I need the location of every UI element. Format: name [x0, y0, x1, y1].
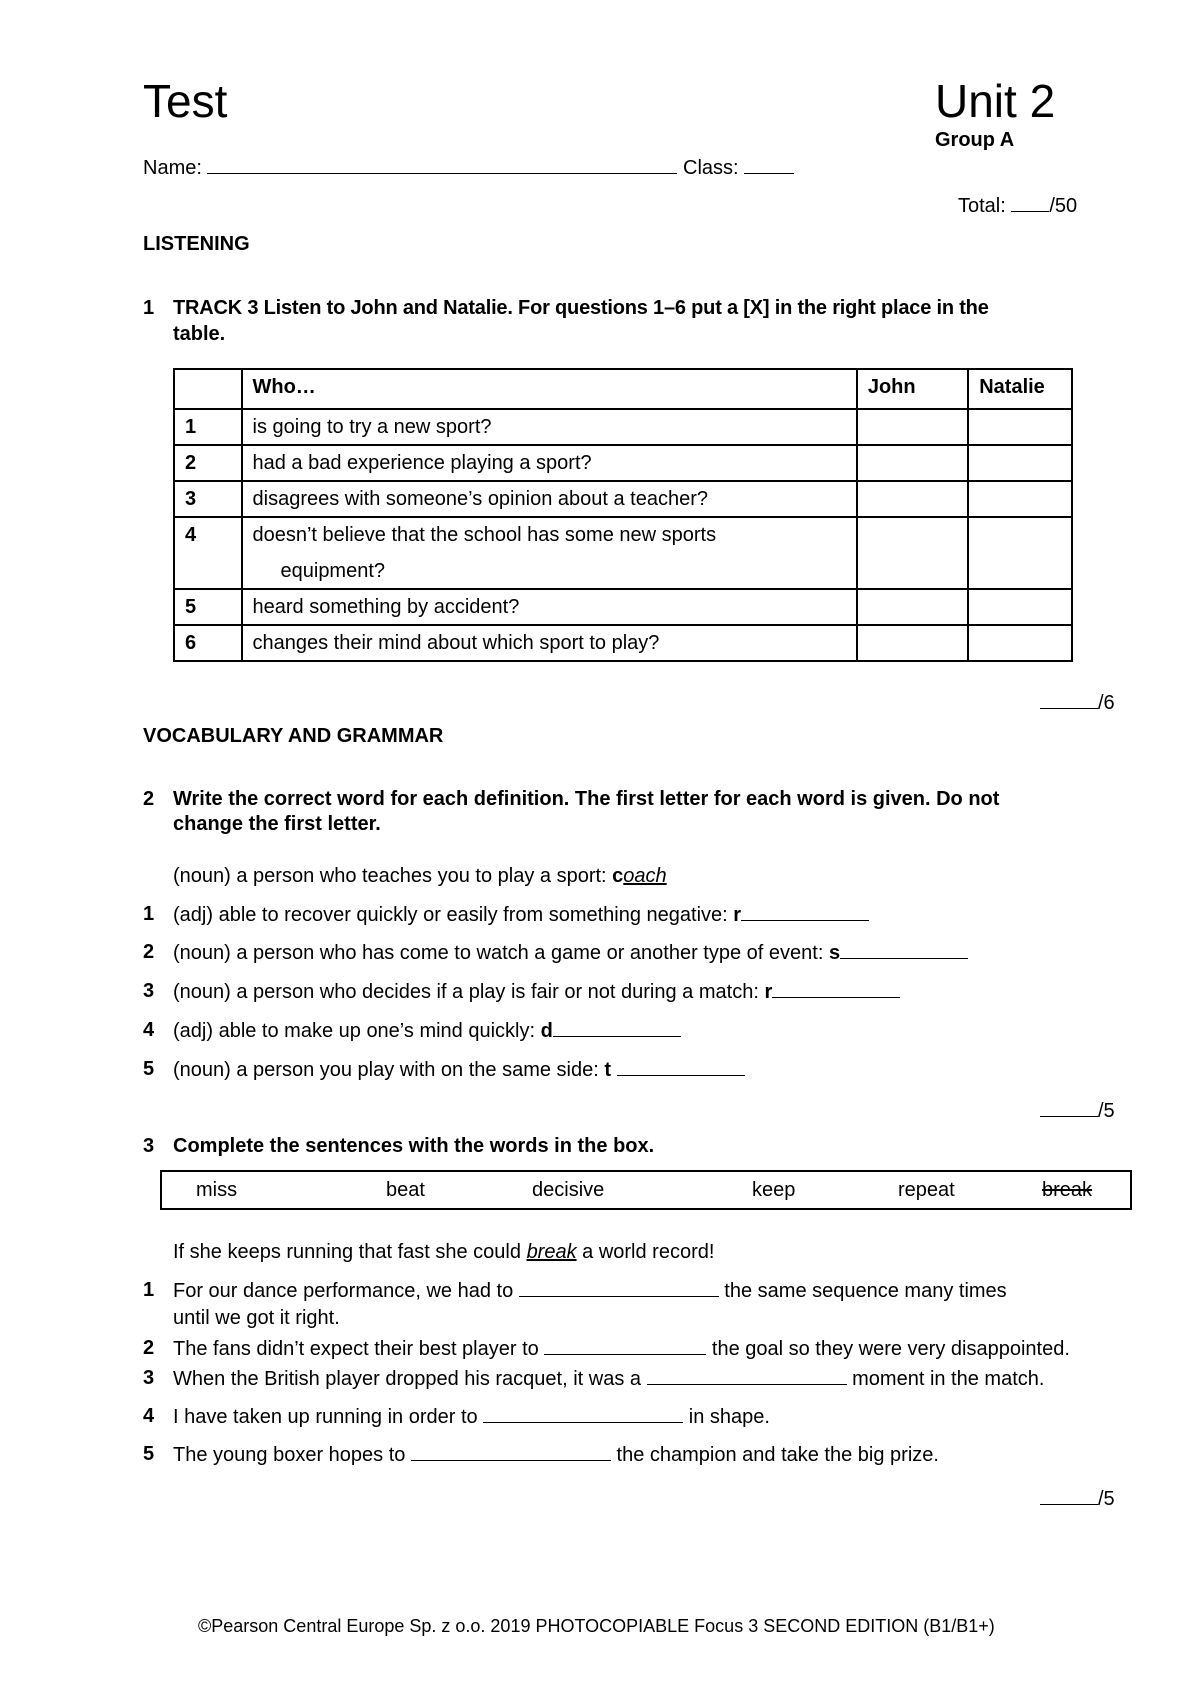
table-header-natalie: Natalie	[968, 369, 1072, 409]
complete-score-field[interactable]	[1040, 1486, 1098, 1505]
first-letter: r	[764, 981, 773, 1003]
john-checkbox-cell[interactable]	[857, 625, 968, 661]
item-number: 1	[143, 1279, 155, 1301]
table-header-row	[174, 369, 1072, 409]
task-instruction: TRACK 3 Listen to John and Natalie. For questions 1–6 put a [X] in the right place in the	[173, 297, 989, 319]
answer-field[interactable]	[544, 1336, 706, 1355]
item-number: 5	[143, 1058, 155, 1080]
example-first-letter: c	[612, 865, 624, 887]
row-question-line1: doesn’t believe that the school has some new sports	[252, 524, 717, 546]
task-instruction: Write the correct word for each definition. The first letter for each word is given. Do not	[173, 788, 1000, 810]
table-row	[174, 481, 1072, 517]
item-number: 5	[143, 1443, 155, 1465]
sentence-before: For our dance performance, we had to	[173, 1280, 519, 1302]
copyright-footer: ©Pearson Central Europe Sp. z o.o. 2019 PHOTOCOPIABLE Focus 3 SECOND EDITION (B1/B1+)	[198, 1616, 995, 1636]
sentence-after: in shape.	[683, 1406, 770, 1428]
table-header-blank	[174, 369, 242, 409]
sentence-after: moment in the match.	[846, 1368, 1045, 1390]
class-label: Class:	[683, 157, 739, 179]
word-box-item: decisive	[532, 1179, 605, 1201]
table-row	[174, 589, 1072, 625]
task-number: 2	[143, 788, 155, 810]
word-box-item-used: break	[1042, 1179, 1093, 1201]
unit-title: Unit 2	[935, 75, 1056, 127]
sentence-after: the goal so they were very disappointed.	[706, 1338, 1070, 1360]
answer-field[interactable]	[772, 979, 900, 998]
word-box-item: keep	[752, 1179, 796, 1201]
table-row	[174, 625, 1072, 661]
example-before: If she keeps running that fast she could	[173, 1241, 527, 1263]
sentence-before: I have taken up running in order to	[173, 1406, 484, 1428]
answer-field[interactable]	[840, 940, 968, 959]
example-after: a world record!	[576, 1241, 715, 1263]
vocab-definition: (adj) able to make up one’s mind quickly:	[173, 1020, 541, 1042]
vocabulary-heading: VOCABULARY AND GRAMMAR	[143, 725, 444, 747]
complete-example	[173, 1240, 714, 1264]
row-number: 2	[174, 445, 242, 481]
row-question: is going to try a new sport?	[242, 409, 857, 445]
sentence-item	[173, 1278, 1007, 1303]
item-number: 2	[143, 941, 155, 963]
natalie-checkbox-cell[interactable]	[968, 481, 1072, 517]
vocab-item	[173, 979, 900, 1004]
row-number: 4	[174, 517, 242, 589]
task-instruction-cont: change the first letter.	[173, 813, 381, 835]
listening-score	[1040, 690, 1115, 715]
row-question: heard something by accident?	[242, 589, 857, 625]
row-number: 6	[174, 625, 242, 661]
vocab-item	[173, 1018, 681, 1043]
row-question: disagrees with someone’s opinion about a teacher?	[242, 481, 857, 517]
item-number: 3	[143, 1367, 155, 1389]
name-field[interactable]	[207, 155, 677, 174]
sentence-item	[173, 1442, 939, 1467]
row-number: 5	[174, 589, 242, 625]
listening-score-max: /6	[1098, 692, 1115, 714]
answer-field[interactable]	[483, 1404, 683, 1423]
listening-heading: LISTENING	[143, 233, 250, 255]
example-definition: (noun) a person who teaches you to play a sport:	[173, 865, 613, 887]
natalie-checkbox-cell[interactable]	[968, 625, 1072, 661]
vocab-score-field[interactable]	[1040, 1098, 1098, 1117]
item-number: 4	[143, 1405, 155, 1427]
john-checkbox-cell[interactable]	[857, 589, 968, 625]
vocab-item	[173, 1057, 745, 1082]
john-checkbox-cell[interactable]	[857, 445, 968, 481]
total-max: /50	[1049, 195, 1078, 217]
answer-field[interactable]	[617, 1057, 745, 1076]
test-title: Test	[143, 75, 228, 127]
sentence-before: The young boxer hopes to	[173, 1444, 411, 1466]
row-question	[242, 517, 857, 589]
table-header-who: Who…	[242, 369, 857, 409]
name-row	[143, 155, 794, 180]
vocab-definition: (noun) a person who has come to watch a game or another type of event:	[173, 942, 829, 964]
sentence-item	[173, 1366, 1044, 1391]
vocab-example	[173, 864, 667, 888]
complete-score-max: /5	[1098, 1488, 1115, 1510]
first-letter: r	[733, 904, 742, 926]
row-question: changes their mind about which sport to play?	[242, 625, 857, 661]
vocab-score-max: /5	[1098, 1100, 1115, 1122]
item-number: 3	[143, 980, 155, 1002]
group-label: Group A	[935, 129, 1015, 151]
first-letter: t	[604, 1059, 612, 1081]
natalie-checkbox-cell[interactable]	[968, 589, 1072, 625]
total-score	[958, 193, 1077, 218]
total-field[interactable]	[1011, 193, 1049, 212]
task-number: 3	[143, 1135, 155, 1157]
item-number: 1	[143, 903, 155, 925]
first-letter: d	[540, 1020, 553, 1042]
vocab-definition: (adj) able to recover quickly or easily from something negative:	[173, 904, 734, 926]
item-number: 2	[143, 1337, 155, 1359]
natalie-checkbox-cell[interactable]	[968, 409, 1072, 445]
table-row	[174, 409, 1072, 445]
natalie-checkbox-cell[interactable]	[968, 445, 1072, 481]
sentence-after: the champion and take the big prize.	[610, 1444, 939, 1466]
table-row	[174, 445, 1072, 481]
natalie-checkbox-cell[interactable]	[968, 517, 1072, 589]
john-checkbox-cell[interactable]	[857, 409, 968, 445]
table-header-john: John	[857, 369, 968, 409]
answer-field[interactable]	[647, 1366, 847, 1385]
vocab-score	[1040, 1098, 1115, 1123]
class-field[interactable]	[744, 155, 794, 174]
sentence-item	[173, 1404, 770, 1429]
word-box-item: repeat	[898, 1179, 955, 1201]
vocab-definition: (noun) a person you play with on the same side:	[173, 1059, 605, 1081]
row-number: 3	[174, 481, 242, 517]
vocab-item	[173, 940, 968, 965]
answer-field[interactable]	[519, 1278, 719, 1297]
complete-score	[1040, 1486, 1115, 1511]
john-checkbox-cell[interactable]	[857, 481, 968, 517]
listening-table	[173, 368, 1073, 662]
task-instruction-cont: table.	[173, 323, 226, 345]
word-box-item: miss	[196, 1179, 238, 1201]
task-number: 1	[143, 297, 155, 319]
answer-field[interactable]	[553, 1018, 681, 1037]
answer-field[interactable]	[741, 902, 869, 921]
name-label: Name:	[143, 157, 202, 179]
task-instruction: Complete the sentences with the words in the box.	[173, 1135, 655, 1157]
row-question: had a bad experience playing a sport?	[242, 445, 857, 481]
sentence-before: The fans didn’t expect their best player to	[173, 1338, 545, 1360]
sentence-item-cont: until we got it right.	[173, 1307, 340, 1329]
row-question-line2: equipment?	[280, 560, 386, 582]
listening-score-field[interactable]	[1040, 690, 1098, 709]
answer-field[interactable]	[411, 1442, 611, 1461]
vocab-item	[173, 902, 869, 927]
john-checkbox-cell[interactable]	[857, 517, 968, 589]
example-answer: oach	[623, 865, 667, 887]
example-answer: break	[526, 1241, 577, 1263]
vocab-definition: (noun) a person who decides if a play is fair or not during a match:	[173, 981, 765, 1003]
sentence-after: the same sequence many times	[718, 1280, 1007, 1302]
sentence-before: When the British player dropped his racquet, it was a	[173, 1368, 647, 1390]
total-label: Total:	[958, 195, 1006, 217]
word-box	[160, 1170, 1132, 1210]
row-number: 1	[174, 409, 242, 445]
word-box-item: beat	[386, 1179, 425, 1201]
item-number: 4	[143, 1019, 155, 1041]
first-letter: s	[828, 942, 841, 964]
table-row	[174, 517, 1072, 589]
sentence-item	[173, 1336, 1070, 1361]
